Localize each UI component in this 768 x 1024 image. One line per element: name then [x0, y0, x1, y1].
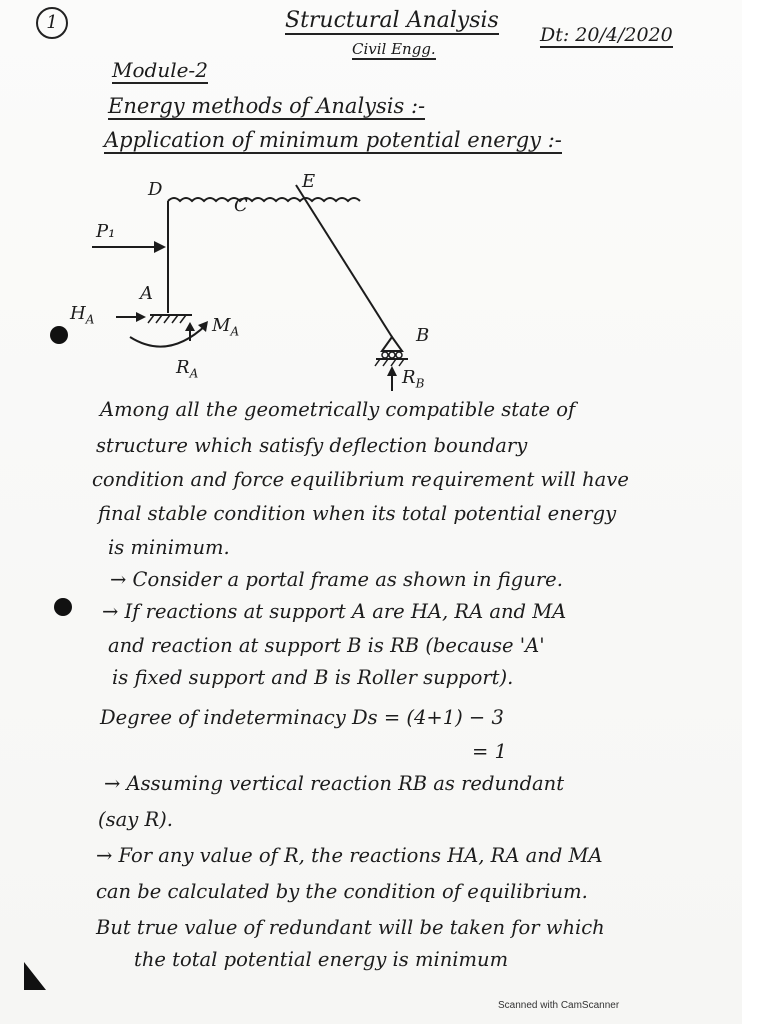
- body-line-10: Degree of indeterminacy Ds = (4+1) − 3: [100, 706, 504, 729]
- page-title: Structural Analysis: [285, 8, 499, 33]
- body-line-11: = 1: [472, 740, 507, 763]
- page-subtitle: Civil Engg.: [352, 40, 436, 58]
- section-heading-energy-methods: Energy methods of Analysis :-: [108, 94, 426, 118]
- body-line-2: structure which satisfy deflection boundary: [96, 434, 528, 457]
- page-number: 1: [36, 7, 68, 39]
- label-ha: $H_A$: [70, 303, 95, 327]
- body-line-17: the total potential energy is minimum: [134, 948, 509, 971]
- scanner-watermark: Scanned with CamScanner: [498, 1000, 620, 1011]
- member-eb: [296, 185, 392, 337]
- label-rb: $R_B$: [402, 367, 425, 391]
- load-p1-arrowhead: [154, 241, 166, 253]
- portal-frame-diagram: [40, 165, 500, 395]
- body-line-14: → For any value of R, the reactions HA, RA and MA: [96, 844, 603, 867]
- page-corner-mark: [24, 962, 46, 990]
- label-p1: P₁: [96, 221, 116, 242]
- label-d: D: [148, 179, 163, 200]
- beam-de: [168, 198, 360, 201]
- label-a: A: [140, 283, 153, 304]
- body-line-4: final stable condition when its total potential energy: [98, 502, 617, 525]
- module-heading: Module-2: [112, 58, 208, 82]
- body-line-16: But true value of redundant will be taken for which: [96, 916, 605, 939]
- label-c: C: [234, 195, 248, 216]
- roller-support-b: [382, 337, 402, 351]
- body-line-9: is fixed support and B is Roller support).: [112, 666, 514, 689]
- punch-hole-top: [50, 326, 68, 344]
- body-line-5: is minimum.: [108, 536, 230, 559]
- body-line-6: → Consider a portal frame as shown in figure.: [110, 568, 563, 591]
- label-ma: $M_A$: [212, 315, 240, 339]
- body-line-7: → If reactions at support A are HA, RA and MA: [102, 600, 567, 623]
- body-line-8: and reaction at support B is RB (because 'A': [108, 634, 545, 657]
- body-line-15: can be calculated by the condition of equilibrium.: [96, 880, 588, 903]
- date-label: Dt: 20/4/2020: [540, 24, 673, 46]
- section-heading-min-potential-energy: Application of minimum potential energy :-: [104, 128, 562, 152]
- scan-margin: [742, 0, 768, 1024]
- body-line-12: → Assuming vertical reaction RB as redundant: [104, 772, 565, 795]
- punch-hole-bottom: [54, 598, 72, 616]
- body-line-3: condition and force equilibrium requirement will have: [92, 468, 629, 491]
- body-line-13: (say R).: [98, 808, 173, 831]
- body-line-1: Among all the geometrically compatible state of: [100, 398, 576, 421]
- label-ra: $R_A$: [176, 357, 199, 381]
- moment-ma-arrow: [130, 325, 206, 347]
- portal-frame-svg: [40, 165, 500, 395]
- label-b: B: [416, 325, 430, 346]
- label-e: E: [302, 171, 316, 192]
